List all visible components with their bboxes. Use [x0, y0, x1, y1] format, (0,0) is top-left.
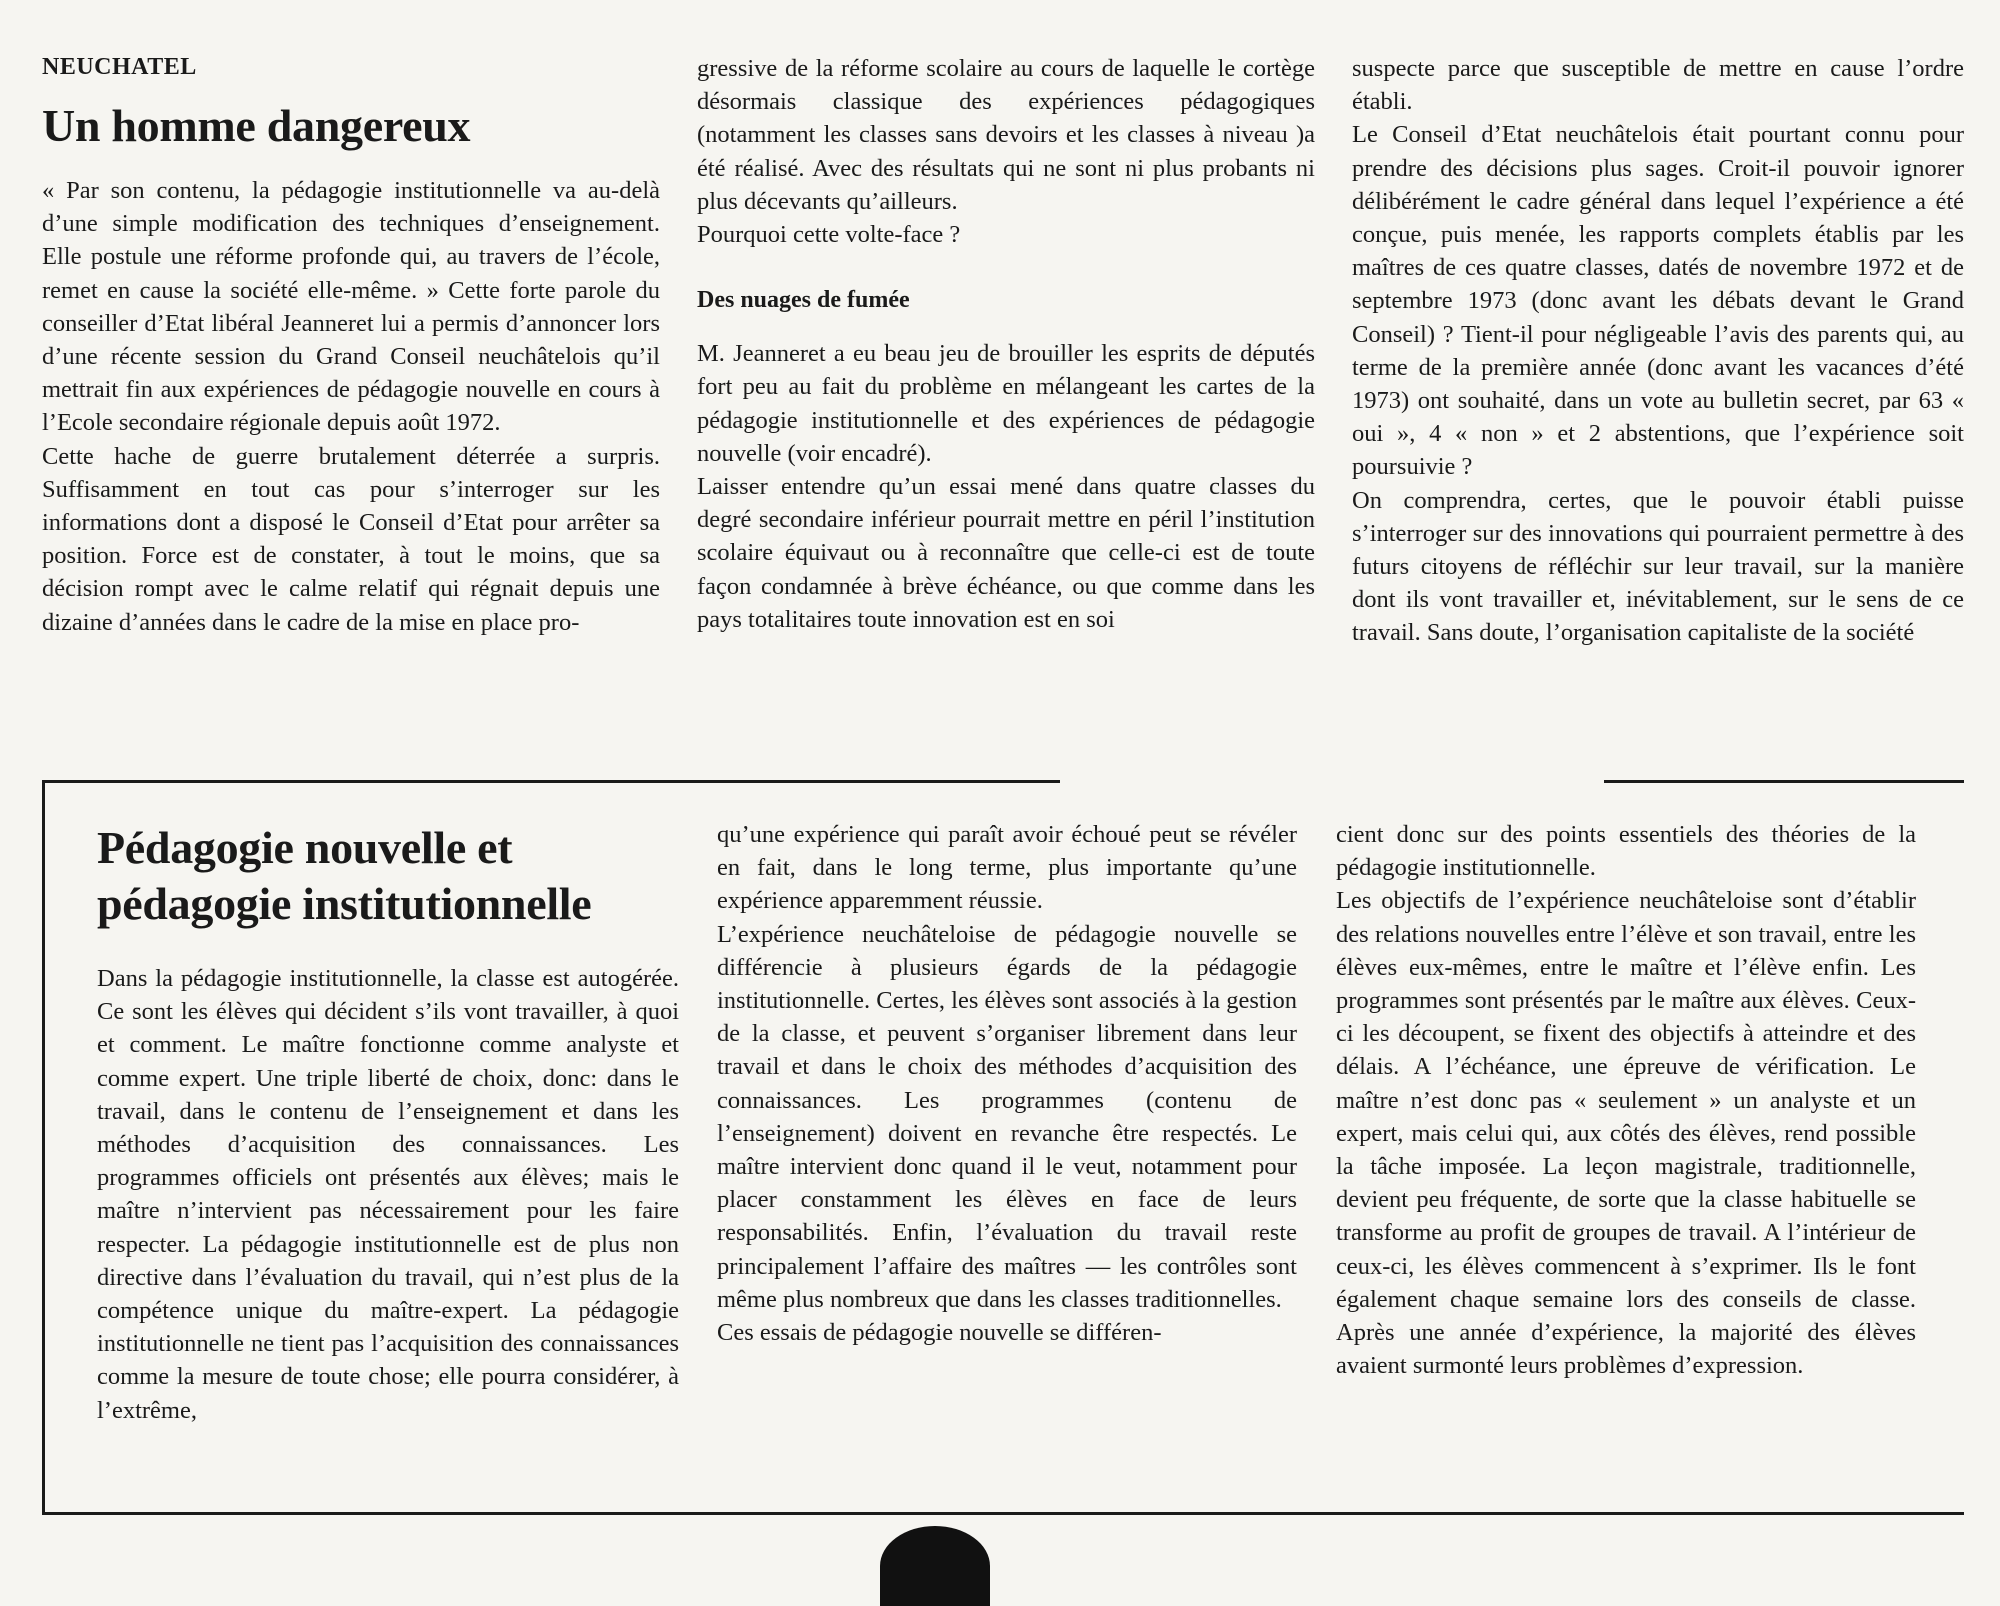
article-paragraph: M. Jeanneret a eu beau jeu de brouiller les esprits de députés fort peu au fait du problème en mélangeant les cartes de la pédagogie institutionnelle et des expériences de pédagogie nouvelle (voir encadré). — [697, 340, 1315, 467]
article-kicker: NEUCHATEL — [42, 54, 197, 80]
box-paragraph: Les objectifs de l’expérience neuchâteloise sont d’établir des relations nouvelles entre l’élève et son travail, entre les élèves eux-mêmes, entre le maître et l’élève enfin. Les programmes sont présentés par le maître aux élèves. Ceux-ci les découpent, se fixent des objectifs à atteindre et des délais. A l’échéance, une épreuve de vérification. Le maître n’est donc pas « seulement » un analyste et un expert, mais celui qui, aux côtés des élèves, rend possible la tâche imposée. La leçon magistrale, traditionnelle, devient peu fréquente, de sorte que la classe habituelle se transforme au profit de groupes de travail. A l’intérieur de ceux-ci, les élèves commencent à s’exprimer. Ils le font également chaque semaine lors des conseils de classe. Après une année d’expérience, la majorité des élèves avaient surmonté leurs problèmes d’expression. — [1336, 887, 1916, 1380]
article-paragraph: gressive de la réforme scolaire au cours de laquelle le cortège désormais classique des expériences pédagogiques (notamment les classes sans devoirs et les classes à niveau )a été réalisé. Avec des résultats qui ne sont ni plus probants ni plus décevants qu’ailleurs. — [697, 55, 1315, 215]
box-bottom-rule — [42, 1512, 1964, 1515]
box-paragraph: cient donc sur des points essentiels des théories de la pédagogie institutionnelle. — [1336, 821, 1916, 882]
illustration-fragment — [880, 1526, 990, 1606]
box-title-line-1: Pédagogie nouvelle et — [97, 822, 513, 873]
article-paragraph: suspecte parce que susceptible de mettre en cause l’ordre établi. — [1352, 55, 1964, 116]
article-headline: Un homme dangereux — [42, 100, 471, 151]
article-paragraph: On comprendra, certes, que le pouvoir établi puisse s’interroger sur des innovations qui pourraient permettre à des futurs citoyens de réfléchir sur leur travail, sur la manière dont ils vont travailler et, inévitablement, sur le sens de ce travail. Sans doute, l’organisation capitaliste de la société — [1352, 486, 1964, 647]
box-column-3 — [1336, 818, 1916, 1382]
box-title — [97, 820, 679, 932]
box-column-1 — [97, 820, 679, 1427]
box-paragraph: qu’une expérience qui paraît avoir échoué peut se révéler en fait, dans le long terme, plus importante qu’une expérience apparemment réussie. — [717, 821, 1297, 915]
box-column-2 — [717, 818, 1297, 1349]
box-left-rule — [42, 780, 45, 1514]
box-top-rule-left — [42, 780, 1060, 783]
article-paragraph: Pourquoi cette volte-face ? — [697, 221, 961, 249]
article-subheading: Des nuages de fumée — [697, 287, 910, 314]
box-top-rule-right — [1604, 780, 1964, 783]
article-paragraph: Cette hache de guerre brutalement déterrée a surpris. Suffisamment en tout cas pour s’interroger sur les informations dont a disposé le Conseil d’Etat pour arrêter sa position. Force est de constater, à tout le moins, que sa décision rompt avec le calme relatif qui régnait depuis une dizaine d’années dans le cadre de la mise en place pro- — [42, 442, 660, 636]
box-title-line-2: pédagogie institutionnelle — [97, 878, 592, 929]
box-paragraph: L’expérience neuchâteloise de pédagogie nouvelle se différencie à plusieurs égards de la pédagogie institutionnelle. Certes, les élèves sont associés à la gestion de la classe, et peuvent s’organiser librement dans leur travail et dans le choix des méthodes d’acquisition des connaissances. Les programmes (contenu de l’enseignement) doivent en revanche être respectés. Le maître intervient donc quand il le veut, notamment pour placer constamment les élèves en face de leurs responsabilités. Enfin, l’évaluation du travail reste principalement l’affaire des maîtres — les contrôles sont même plus nombreux que dans les classes traditionnelles. — [717, 920, 1297, 1313]
article-paragraph: Laisser entendre qu’un essai mené dans quatre classes du degré secondaire inférieur pourrait mettre en péril l’institution scolaire équivaut ou à reconnaître que celle-ci est de toute façon condamnée à brève échéance, ou que comme dans les pays totalitaires toute innovation est en soi — [697, 473, 1315, 633]
article-paragraph: « Par son contenu, la pédagogie institutionnelle va au-delà d’une simple modification des techniques d’enseignement. Elle postule une réforme profonde qui, au travers de l’école, remet en cause la société elle-même. » Cette forte parole du conseiller d’Etat libéral Jeanneret lui a permis d’annoncer lors d’une récente session du Grand Conseil neuchâtelois qu’il mettrait fin aux expériences de pédagogie nouvelle en cours à l’Ecole secondaire régionale depuis août 1972. — [42, 177, 660, 437]
article-column-3 — [1352, 52, 1964, 650]
box-paragraph: Dans la pédagogie institutionnelle, la classe est autogérée. Ce sont les élèves qui décident s’ils vont travailler, à quoi et comment. Le maître fonctionne comme analyste et comme expert. Une triple liberté de choix, donc: dans le travail, dans le contenu de l’enseignement et dans les méthodes d’acquisition des connaissances. Les programmes officiels ont présentés aux élèves; mais le maître n’intervient pas nécessairement pour les faire respecter. La pédagogie institutionnelle est de plus non directive dans l’évaluation du travail, qui n’est plus de la compétence unique du maître-expert. La pédagogie institutionnelle ne tient pas l’acquisition des connaissances comme la mesure de toute chose; elle pourra considérer, à l’extrême, — [97, 965, 679, 1424]
article-paragraph: Le Conseil d’Etat neuchâtelois était pourtant connu pour prendre des décisions plus sages. Croit-il pouvoir ignorer délibérément le cadre général dans lequel l’expérience a été conçue, puis menée, les rapports complets établis par les maîtres de ces quatre classes, datés de novembre 1972 et de septembre 1973 (donc avant les débats devant le Grand Conseil) ? Tient-il pour négligeable l’avis des parents qui, au terme de la première année (donc avant les vacances d’été 1973) ont souhaité, dans un vote au bulletin secret, par 63 « oui », 4 « non » et 2 abstentions, que l’expérience soit poursuivie ? — [1352, 121, 1964, 481]
box-paragraph: Ces essais de pédagogie nouvelle se différen- — [717, 1319, 1162, 1347]
article-column-1 — [42, 52, 660, 639]
article-column-2 — [697, 52, 1315, 636]
